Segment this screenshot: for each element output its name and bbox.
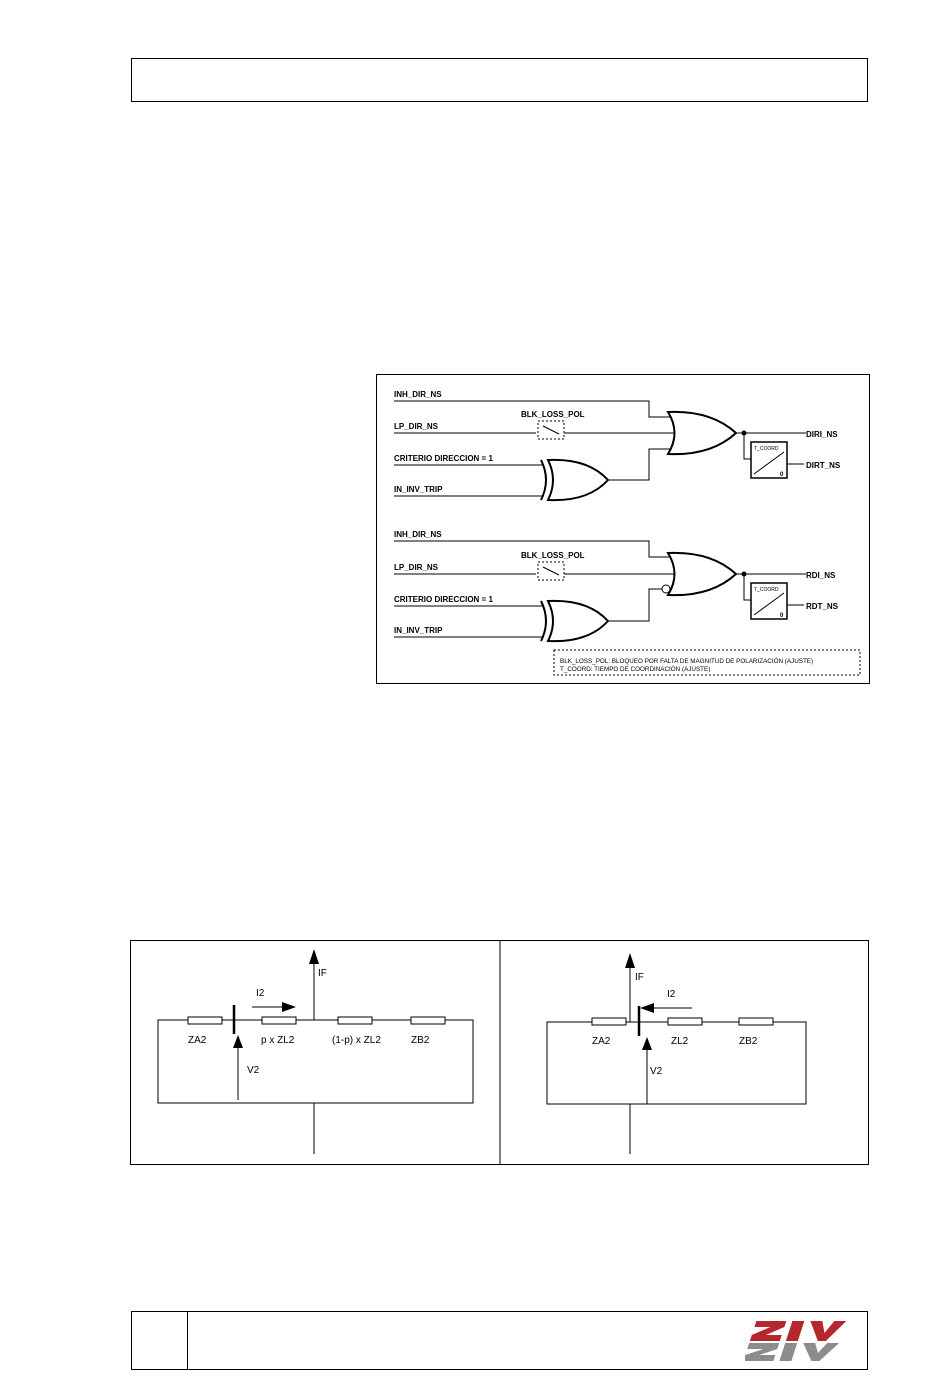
logic-diagram bbox=[376, 374, 870, 684]
or-gate bbox=[668, 553, 736, 595]
zl2-label: ZL2 bbox=[671, 1036, 689, 1047]
footer-divider bbox=[187, 1312, 188, 1369]
input-label: IN_INV_TRIP bbox=[394, 626, 443, 635]
output-label: DIRT_NS bbox=[806, 461, 841, 470]
circuit-figure bbox=[130, 940, 869, 1165]
i2-label: I2 bbox=[256, 988, 265, 999]
timer-zero: 0 bbox=[780, 472, 784, 478]
or-gate bbox=[668, 412, 736, 454]
input-label: BLK_LOSS_POL bbox=[521, 551, 585, 560]
legend-line: BLK_LOSS_POL: BLOQUEO POR FALTA DE MAGNITUD DE POLARIZACIÓN (AJUSTE) bbox=[560, 658, 814, 665]
logic-group-2 bbox=[394, 530, 839, 641]
output-label: DIRI_NS bbox=[806, 430, 838, 439]
xor-gate bbox=[548, 601, 608, 641]
pzl2-label: p x ZL2 bbox=[261, 1035, 295, 1046]
page-header-box bbox=[131, 58, 868, 102]
input-label: CRITERIO DIRECCION = 1 bbox=[394, 595, 493, 604]
circuit-left bbox=[158, 949, 473, 1154]
resistor-zb2 bbox=[739, 1018, 773, 1025]
timer-zero: 0 bbox=[780, 613, 784, 619]
input-label: CRITERIO DIRECCION = 1 bbox=[394, 454, 493, 463]
input-label: LP_DIR_NS bbox=[394, 563, 439, 572]
input-label: IN_INV_TRIP bbox=[394, 485, 443, 494]
timer-label: T_COORD bbox=[754, 446, 779, 452]
output-label: RDI_NS bbox=[806, 571, 836, 580]
zb2-label: ZB2 bbox=[739, 1036, 758, 1047]
output-label: RDT_NS bbox=[806, 602, 839, 611]
pzl2b-label: (1-p) x ZL2 bbox=[332, 1035, 381, 1046]
input-label: LP_DIR_NS bbox=[394, 422, 439, 431]
za2-label: ZA2 bbox=[188, 1035, 207, 1046]
resistor-za2 bbox=[592, 1018, 626, 1025]
input-label: INH_DIR_NS bbox=[394, 530, 442, 539]
input-label: INH_DIR_NS bbox=[394, 390, 442, 399]
v2-label: V2 bbox=[247, 1065, 260, 1076]
i2-label: I2 bbox=[667, 989, 676, 1000]
resistor-pzl2b bbox=[338, 1017, 372, 1024]
circuit-right bbox=[547, 953, 806, 1154]
resistor-za2 bbox=[188, 1017, 222, 1024]
resistor-zl2 bbox=[668, 1018, 702, 1025]
resistor-zb2 bbox=[411, 1017, 445, 1024]
za2-label: ZA2 bbox=[592, 1036, 611, 1047]
if-label: IF bbox=[635, 972, 644, 983]
input-label: BLK_LOSS_POL bbox=[521, 410, 585, 419]
resistor-pzl2 bbox=[262, 1017, 296, 1024]
if-label: IF bbox=[318, 968, 327, 979]
timer-label: T_COORD bbox=[754, 587, 779, 593]
ziv-logo bbox=[745, 1319, 859, 1363]
xor-gate bbox=[548, 460, 608, 500]
zb2-label: ZB2 bbox=[411, 1035, 430, 1046]
logic-group-1 bbox=[394, 390, 841, 500]
v2-label: V2 bbox=[650, 1066, 663, 1077]
legend-line: T_COORD: TIEMPO DE COORDINACIÓN (AJUSTE) bbox=[560, 666, 711, 673]
